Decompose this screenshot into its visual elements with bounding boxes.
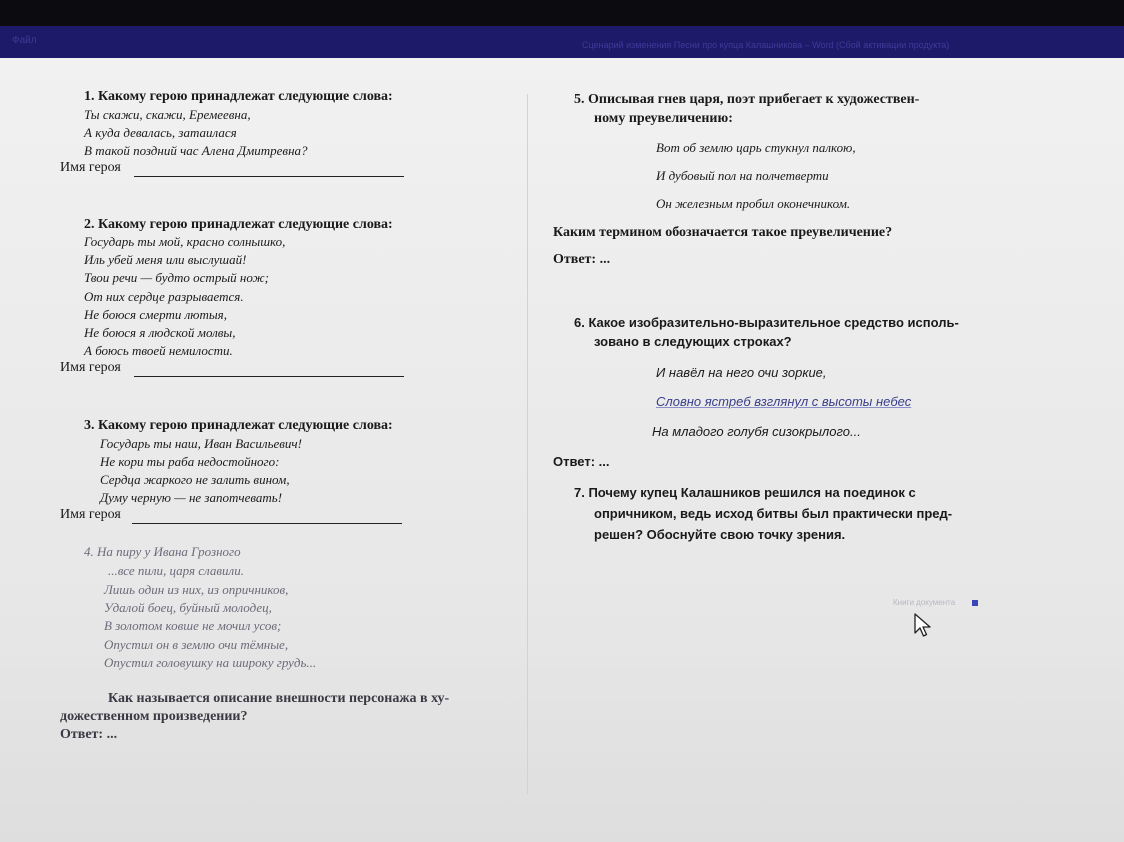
q5-line: И дубовый пол на полчетверти	[656, 168, 829, 183]
q4-line: Опустил он в землю очи тёмные,	[104, 637, 289, 652]
q5-answer: Ответ: ...	[553, 252, 611, 267]
q6-line-highlighted[interactable]: Словно ястреб взглянул с высоты небес	[656, 394, 912, 409]
q6-line: На младого голубя сизокрылого...	[652, 424, 861, 439]
q2-answer-line[interactable]	[134, 376, 404, 377]
q2-line: Не боюся смерти лютыя,	[84, 307, 227, 322]
q3-answer-line[interactable]	[132, 523, 402, 524]
q6-title-line2: зовано в следующих строках?	[594, 334, 792, 349]
q2-line: Государь ты мой, красно солнышко,	[84, 234, 286, 249]
q4-line: Опустил головушку на широку грудь...	[104, 655, 317, 670]
q4-question-line2: дожественном произведении?	[60, 709, 248, 724]
q2-line: Твои речи — будто острый нож;	[84, 270, 269, 285]
q4-line: Лишь один из них, из опричников,	[104, 582, 289, 597]
q4-answer: Ответ: ...	[60, 727, 118, 742]
q4-line: В золотом ковше не мочил усов;	[104, 618, 282, 633]
q4-line: ...все пили, царя славили.	[108, 563, 244, 578]
q3-line: Сердца жаркого не залить вином,	[100, 472, 290, 487]
q4-line: Удалой боец, буйный молодец,	[104, 600, 272, 615]
q6-title-line1: 6. Какое изобразительно-выразительное средство исполь-	[574, 315, 959, 330]
q5-title-line1: 5. Описывая гнев царя, поэт прибегает к художествен-	[574, 92, 920, 107]
q5-line: Он железным пробил оконечником.	[656, 196, 851, 211]
q2-line: Иль убей меня или выслушай!	[84, 252, 247, 267]
q3-line: Не кори ты раба недостойного:	[100, 454, 280, 469]
q6-line: И навёл на него очи зоркие,	[656, 365, 827, 380]
column-divider	[527, 94, 528, 794]
window-title: Сценарий изменения Песни про купца Калашникова – Word (Сбой активации продукта)	[582, 40, 950, 50]
q2-line: Не боюся я людской молвы,	[84, 325, 236, 340]
q3-line: Государь ты наш, Иван Васильевич!	[100, 436, 302, 451]
q1-line: В такой поздний час Алена Дмитревна?	[84, 143, 308, 158]
q5-question: Каким термином обозначается такое преувеличение?	[553, 225, 893, 240]
q1-answer-line[interactable]	[134, 176, 404, 177]
q6-answer: Ответ: ...	[553, 454, 610, 469]
q3-line: Думу черную — не запотчевать!	[100, 490, 283, 505]
q2-line: А боюсь твоей немилости.	[84, 343, 233, 358]
q5-title-line2: ному преувеличению:	[594, 111, 733, 126]
q7-line1: 7. Почему купец Калашников решился на поединок с	[574, 485, 916, 500]
window-titlebar	[0, 26, 1124, 58]
q3-hero-label: Имя героя	[60, 507, 121, 522]
q4-title: 4. На пиру у Ивана Грозного	[84, 544, 241, 559]
q2-hero-label: Имя героя	[60, 360, 121, 375]
q7-line2: опричником, ведь исход битвы был практически пред-	[594, 506, 953, 521]
q5-line: Вот об землю царь стукнул палкою,	[656, 140, 856, 155]
q1-line: Ты скажи, скажи, Еремеевна,	[84, 107, 251, 122]
menu-file[interactable]: Файл	[12, 35, 37, 46]
q2-line: От них сердце разрывается.	[84, 289, 244, 304]
q4-question-line1: Как называется описание внешности персонажа в ху-	[108, 691, 450, 706]
ghost-label: Книги документа	[893, 598, 956, 607]
q3-title: 3. Какому герою принадлежат следующие слова:	[84, 418, 393, 433]
q1-hero-label: Имя героя	[60, 160, 121, 175]
q2-title: 2. Какому герою принадлежат следующие слова:	[84, 217, 393, 232]
blue-marker	[972, 600, 978, 606]
q1-line: А куда девалась, затаилася	[84, 125, 237, 140]
q7-line3: решен? Обоснуйте свою точку зрения.	[594, 527, 846, 542]
mouse-cursor-icon	[914, 613, 932, 644]
q1-title: 1. Какому герою принадлежат следующие слова:	[84, 89, 393, 104]
